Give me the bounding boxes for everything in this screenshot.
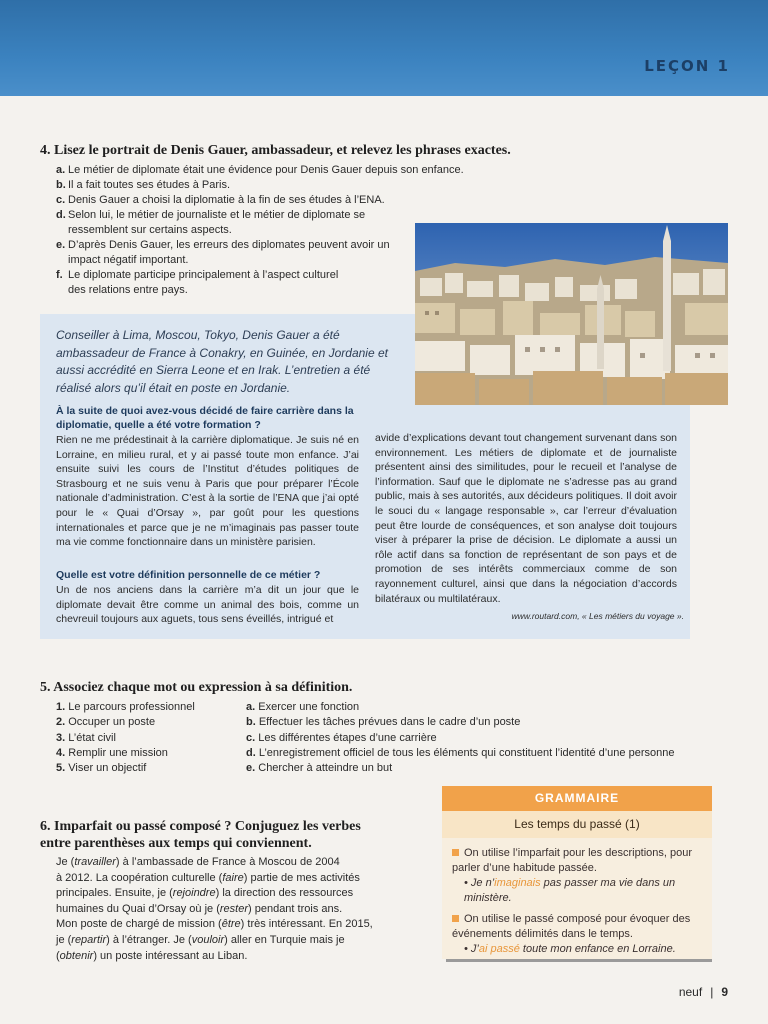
- exercise-6-title: [40, 818, 361, 852]
- exercise-4-title: [40, 143, 511, 159]
- exercise-6-text: [56, 855, 391, 964]
- grammar-example: • Je n’imaginais pas passer ma vie dans un ministère.: [464, 877, 676, 904]
- grammar-example: • J’ai passé toute mon enfance en Lorraine.: [464, 943, 676, 955]
- interview-answer-2-continued: avide d’explications devant tout changement survenant dans son environnement. Les métiers de diplomate et de journaliste présentent ainsi des similitudes, pour le recueil et l’analyse de l’information. Sauf que le diplomate ne s’adresse pas au grand public, mais à ses autorités, aux décideurs politiques. Il doit avoir le souci du « langage responsable », car l’erreur d’évaluation peut être lourde de conséquences, et son analyse doit toujours viser à préparer la prise de décision. Le diplomate a aussi un rôle actif dans sa fonction de représentant de son pays et de promotion de ses intérêts commerciaux comme de son rayonnement culturel, ainsi que dans la négociation d’accords bilatéraux ou multilatéraux.: [375, 432, 677, 605]
- list-item: 5. Viser un objectif: [56, 762, 147, 775]
- list-item: e. Chercher à atteindre un but: [246, 762, 393, 775]
- grammar-box: [442, 786, 712, 959]
- text-line: Mon poste de chargé de mission (être) très intéressant. En 2015,: [56, 918, 373, 931]
- footer-separator: |: [710, 985, 714, 999]
- page-word: neuf: [678, 985, 703, 999]
- list-item: f. Le diplomate participe principalement à l’aspect culturel des relations entre pays.: [56, 269, 339, 296]
- list-item: 3. L’état civil: [56, 731, 116, 744]
- text-line: Je (travailler) à l’ambassade de France à Moscou de 2004: [56, 856, 340, 868]
- exercise-5-terms: [56, 700, 236, 776]
- grammar-body: [442, 838, 712, 957]
- grammar-rule: On utilise le passé composé pour évoquer des événements délimités dans le temps.: [452, 913, 691, 940]
- grammar-subheading: Les temps du passé (1): [442, 811, 712, 838]
- exercise-title-text: entre parenthèses aux temps qui conviennent.: [40, 836, 312, 851]
- article-intro: Conseiller à Lima, Moscou, Tokyo, Denis Gauer a été ambassadeur de France à Conakry, en Guinée, en Jordanie et aussi accrédité en Sierra Leone et en Irak. L’entretien a été réalisé alors qu’il était en poste en Jordanie.: [56, 328, 388, 395]
- exercise-title-text: Lisez le portrait de Denis Gauer, ambassadeur, et relevez les phrases exactes.: [54, 143, 511, 158]
- list-item: e. D’après Denis Gauer, les erreurs des diplomates peuvent avoir un impact négatif important.: [56, 239, 390, 266]
- interview-answer-2: Un de nos anciens dans la carrière m’a dit un jour que le diplomate devait être comme un animal des bois, comme un chevreuil toujours aux aguets, tous sens éveillés, intrigué et: [56, 584, 359, 626]
- exercise-5-definitions: [246, 700, 726, 776]
- amman-cityscape-image: [415, 223, 728, 405]
- exercise-4-list: [56, 163, 464, 298]
- text-line: (obtenir) un poste intéressant au Liban.: [56, 949, 248, 962]
- list-item: 2. Occuper un poste: [56, 716, 156, 729]
- list-item: b. Effectuer les tâches prévues dans le cadre d’un poste: [246, 716, 521, 729]
- grammar-rule: On utilise l’imparfait pour les descriptions, pour parler d’une habitude passée.: [452, 847, 693, 874]
- list-item: a. Exercer une fonction: [246, 701, 360, 713]
- exercise-number: 4.: [40, 143, 51, 158]
- list-item: 1. Le parcours professionnel: [56, 701, 195, 713]
- exercise-5-title: [40, 680, 352, 696]
- text-line: je (repartir) à l’étranger. Je (vouloir) aller en Turquie mais je: [56, 933, 345, 946]
- exercise-number: 6.: [40, 819, 51, 834]
- list-item: a. Le métier de diplomate était une évidence pour Denis Gauer depuis son enfance.: [56, 164, 464, 176]
- grammar-heading: GRAMMAIRE: [442, 786, 712, 811]
- text-line: à 2012. La coopération culturelle (faire) partie de mes activités: [56, 871, 360, 884]
- bullet-square-icon: [452, 849, 459, 856]
- interview-question-1: À la suite de quoi avez-vous décidé de faire carrière dans la diplomatie, quelle a été votre formation ?: [56, 405, 354, 431]
- bullet-square-icon: [452, 915, 459, 922]
- lesson-tag: LEÇON 1: [644, 57, 730, 75]
- article-source: www.routard.com, « Les métiers du voyage ».: [511, 611, 684, 621]
- city-photo: [415, 223, 728, 405]
- text-line: principales. Ensuite, je (rejoindre) la direction des ressources: [56, 887, 354, 900]
- list-item: c. Denis Gauer a choisi la diplomatie à la fin de ses études à l’ENA.: [56, 194, 385, 206]
- exercise-number: 5.: [40, 680, 51, 695]
- list-item: d. Selon lui, le métier de journaliste et le métier de diplomate se ressemblent sur certains aspects.: [56, 209, 366, 236]
- list-item: 4. Remplir une mission: [56, 746, 168, 759]
- page-number: 9: [721, 985, 728, 999]
- page-footer: [679, 985, 728, 999]
- exercise-title-text: Imparfait ou passé composé ? Conjuguez les verbes: [54, 819, 361, 834]
- list-item: b. Il a fait toutes ses études à Paris.: [56, 179, 231, 191]
- list-item: c. Les différentes étapes d’une carrière: [246, 731, 437, 744]
- interview-answer-1: Rien ne me prédestinait à la carrière diplomatique. Je suis né en Lorraine, en milieu rural, et y ai passé toute mon enfance. J’ai ensuite suivi les cours de l’Institut d’études politiques de Strasbourg et ne suis venu à Paris que pour préparer l’École nationale d’administration. C’est à la sortie de l’ENA que j’ai opté pour le « Quai d’Orsay », par goût pour les questions internationales et parce que je ne m’imaginais pas passer toute ma vie comme fonctionnaire dans un ministère parisien.: [56, 434, 359, 549]
- interview-question-2: Quelle est votre définition personnelle de ce métier ?: [56, 569, 321, 581]
- list-item: d. L’enregistrement officiel de tous les éléments qui constituent l’identité d’une personne: [246, 746, 675, 759]
- header-band: [0, 0, 768, 96]
- text-line: humaines du Quai d’Orsay où je (rester) pendant trois ans.: [56, 902, 343, 915]
- grammar-box-shadow: [446, 959, 712, 962]
- exercise-title-text: Associez chaque mot ou expression à sa définition.: [53, 680, 353, 695]
